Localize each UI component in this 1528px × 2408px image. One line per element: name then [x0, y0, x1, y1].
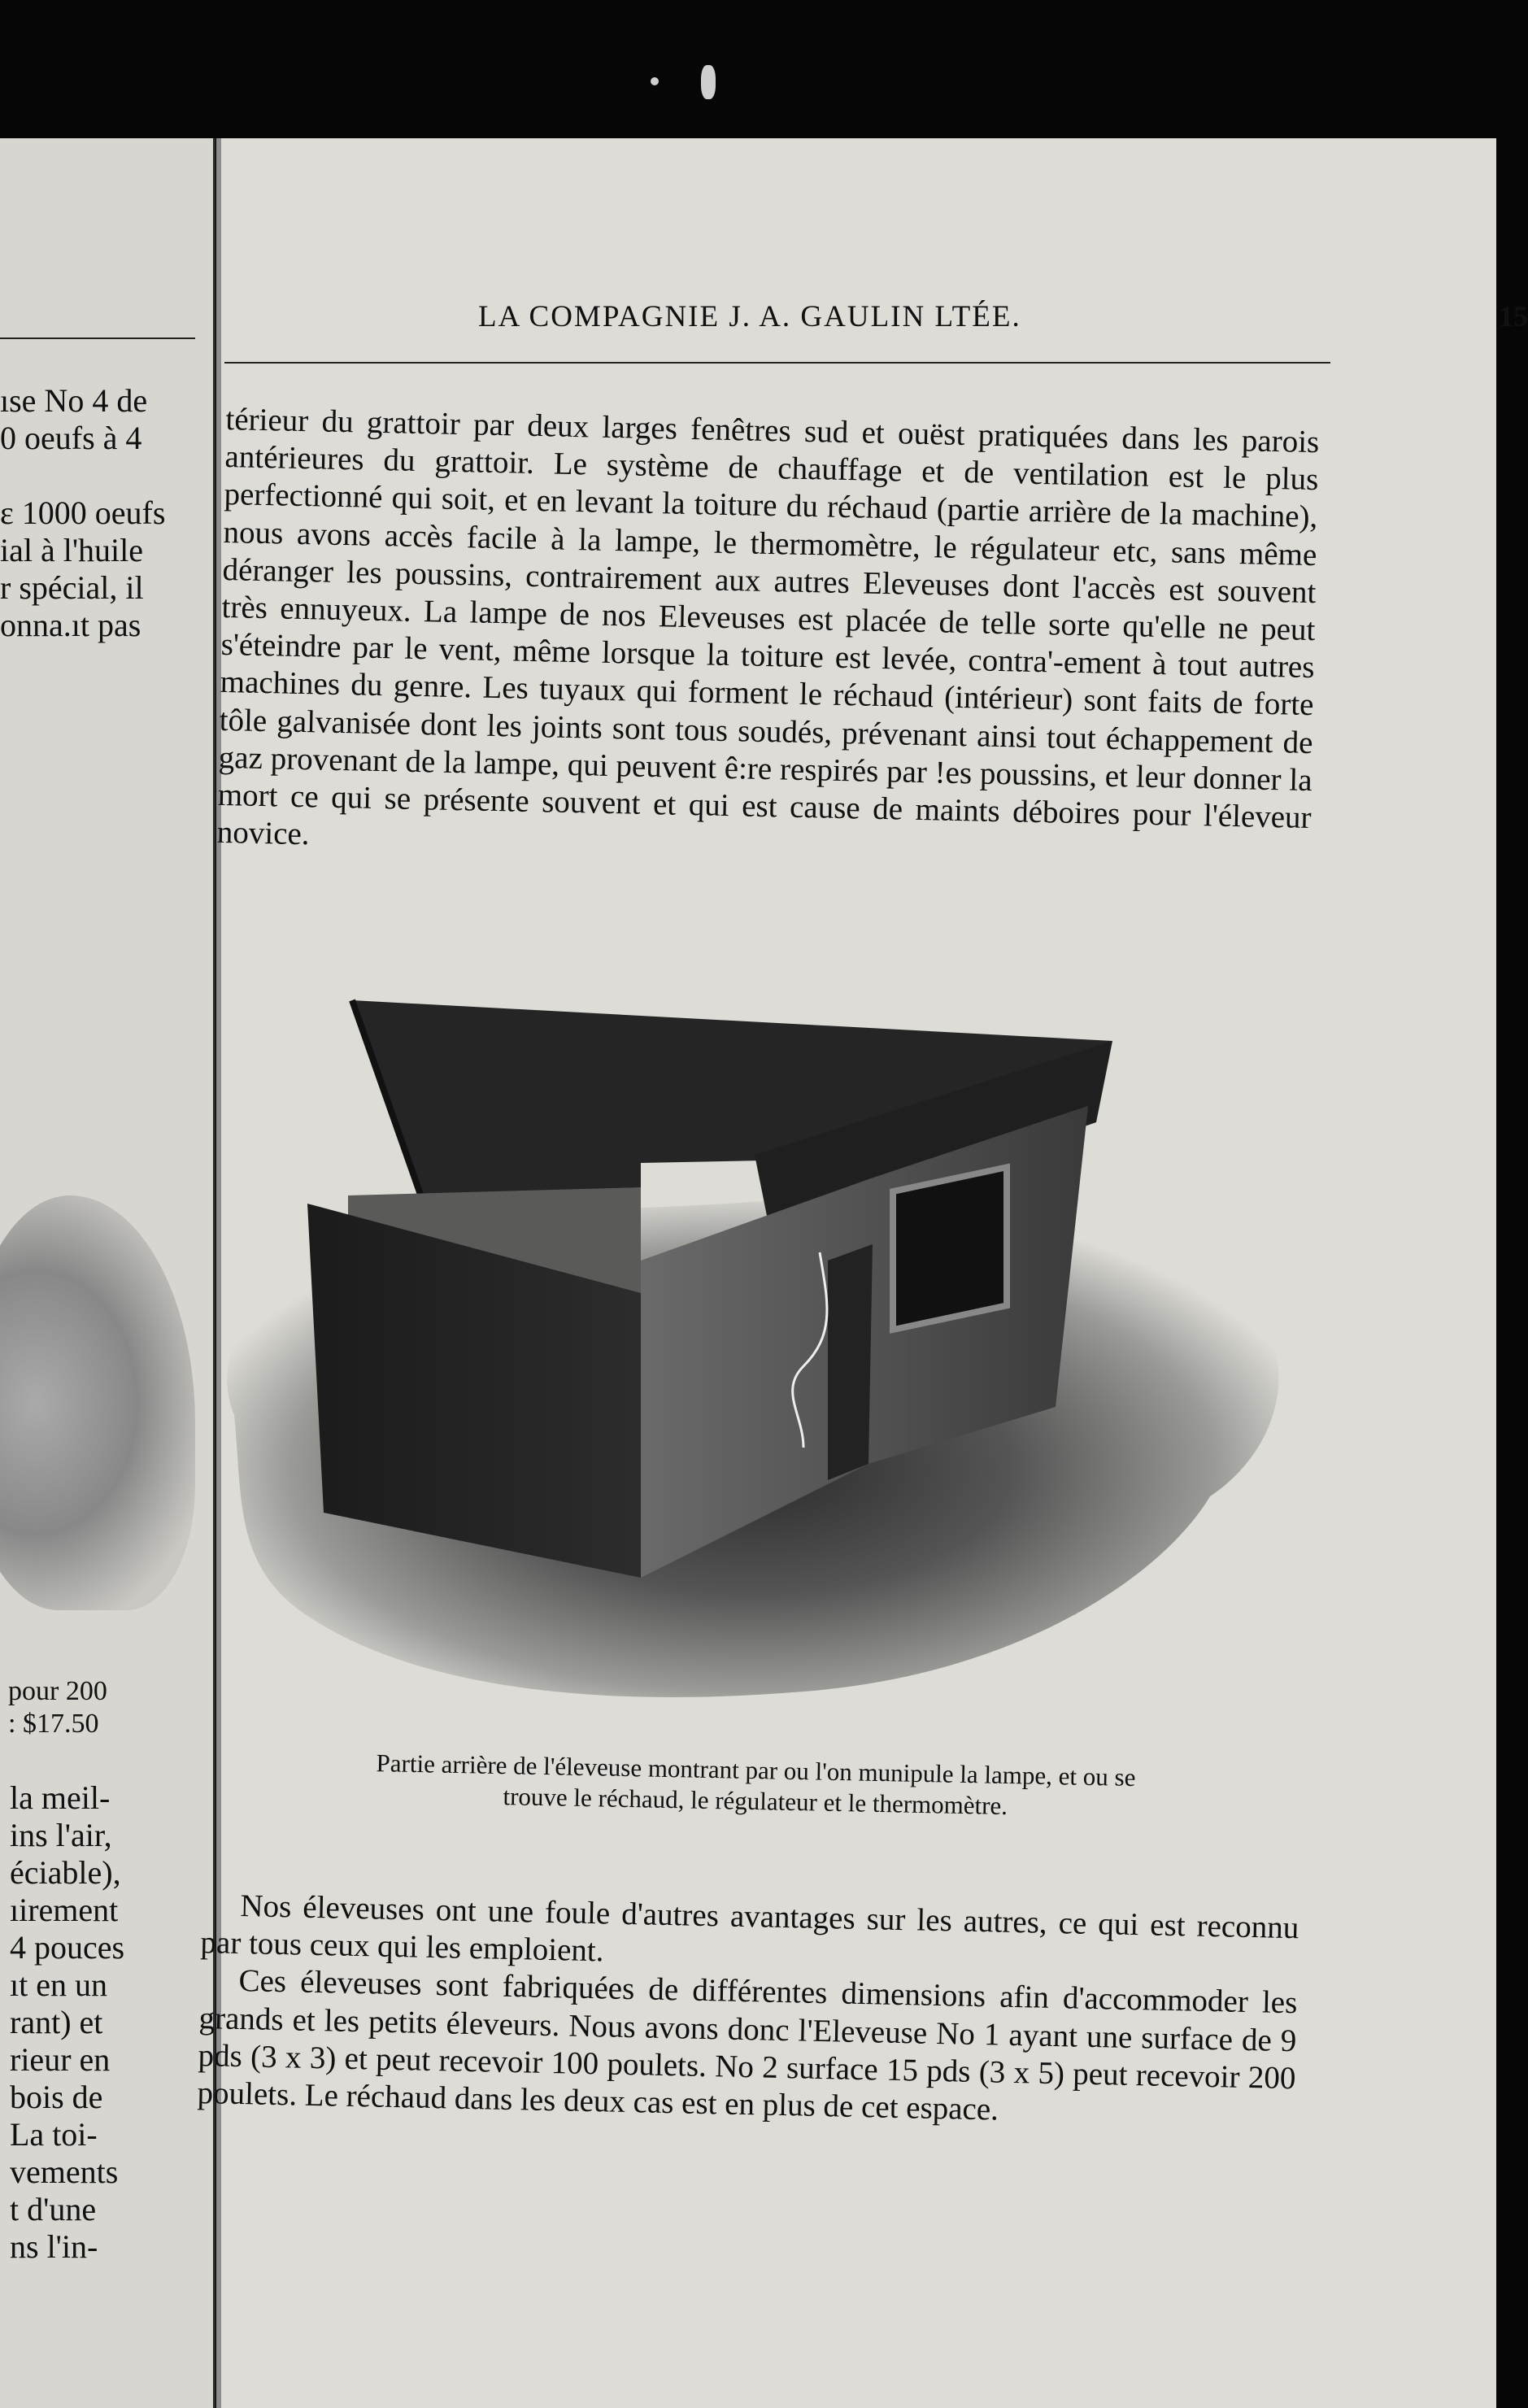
left-line: ıirement: [10, 1892, 119, 1928]
left-line: t d'une: [10, 2191, 97, 2227]
left-line: ıt en un: [10, 1966, 107, 2003]
left-line: onna.ıt pas: [0, 607, 141, 643]
scan-speck: [701, 65, 716, 99]
left-header-rule: [0, 337, 195, 339]
left-line: ıse No 4 de: [0, 382, 148, 419]
page-title: LA COMPAGNIE J. A. GAULIN LTÉE.: [478, 300, 1021, 333]
left-page-text-bottom: [10, 1779, 124, 2266]
left-line: [0, 457, 165, 494]
closing-paragraphs: [197, 1887, 1299, 2135]
left-line: 0 oeufs à 4: [0, 420, 142, 456]
paragraph-advantages: Nos éleveuses ont une foule d'autres avantages sur les autres, ce qui est reconnu par tous ceux qui les emploient.: [200, 1888, 1299, 1969]
paragraph-dimensions: Ces éleveuses sont fabriquées de différentes dimensions afin d'accommoder les grands et les petits éleveurs. Nous avons donc l'Eleveuse No 1 ayant une surface de 9 pds (3 x 3) et peut recevoir 100 poulets. No 2 surface 15 pds (3 x 5) peut recevoir 200 poulets. Le réchaud dans les deux cas est en plus de cet espace.: [197, 1963, 1298, 2127]
left-line: rant) et: [10, 2004, 103, 2040]
left-page-text-top: [0, 382, 165, 644]
left-line: bois de: [10, 2079, 103, 2115]
left-facing-page: [0, 138, 215, 2408]
left-line: ε 1000 oeufs: [0, 494, 166, 531]
corner-post: [828, 1244, 873, 1480]
scan-speck: [651, 77, 659, 85]
left-line: pour 200: [8, 1676, 107, 1706]
left-line: 4 pouces: [10, 1929, 125, 1966]
left-line: vements: [10, 2153, 119, 2190]
brooder-figure: [185, 992, 1324, 1724]
brooder-illustration: [185, 992, 1324, 1724]
body-paragraph-text: térieur du grattoir par deux larges fenêtres sud et ouëst pratiquées dans les parois antérieures du grattoir. Le système de chauffage et de ventilation est le plus perfectionné qui soit, et en levant la toiture du réchaud (partie arrière de la machine), nous avons accès facile à la lampe, le thermomètre, le régulateur etc, sans même déranger les poussins, contrairement aux autres Eleveuses dont l'accès est souvent très ennuyeux. La lampe de nos Eleveuses est placée de telle sorte qu'elle ne peut s'éteindre par le vent, même lorsque la toiture est levée, contra'-ement à tout autres machines du genre. Les tuyaux qui forment le réchaud (intérieur) sont faits de forte tôle galvanisée dont les joints sont tous soudés, prévenant ainsi tout échappement de gaz provenant de la lampe, qui peuvent ê:re respirés par !es poussins, et leur donner la mort ce qui se présente souvent et qui est cause de maints déboires pour l'éleveur novice.: [216, 401, 1320, 852]
header-rule: [224, 362, 1330, 364]
caption-line: trouve le réchaud, le régulateur et le thermomètre.: [503, 1782, 1008, 1820]
running-header: [478, 299, 1528, 340]
left-line: ial à l'huile: [0, 532, 144, 568]
left-page-illustration: [0, 1195, 195, 1610]
left-line: ns l'in-: [10, 2228, 98, 2265]
left-line: r spécial, il: [0, 569, 144, 606]
left-page-price: [8, 1675, 107, 1740]
left-line: ins l'air,: [10, 1817, 112, 1853]
left-line: éciable),: [10, 1854, 121, 1891]
caption-line: Partie arrière de l'éleveuse montrant par ou l'on munipule la lampe, et ou se: [376, 1748, 1136, 1792]
body-paragraph: [216, 401, 1319, 874]
left-line: : $17.50: [8, 1709, 99, 1739]
heater-window: [893, 1167, 1007, 1330]
page-number: 15: [1499, 300, 1528, 333]
left-line: La toi-: [10, 2116, 98, 2153]
left-line: la meil-: [10, 1779, 111, 1816]
left-line: rieur en: [10, 2041, 111, 2078]
